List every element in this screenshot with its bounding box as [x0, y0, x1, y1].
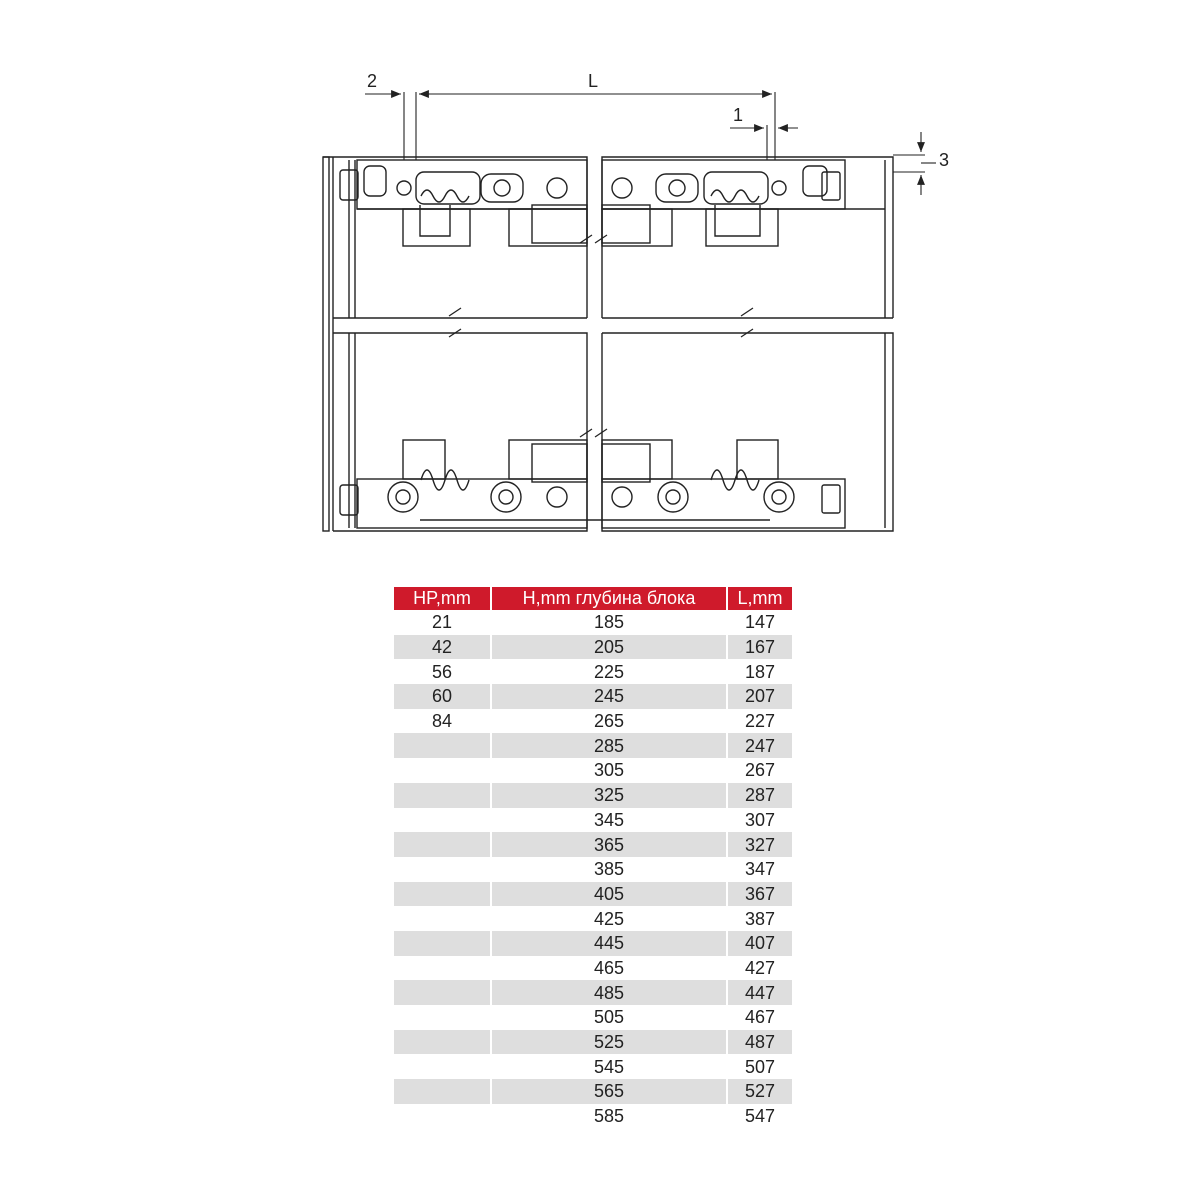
cell-h-depth: 405: [491, 882, 727, 907]
cell-hp: 84: [394, 709, 491, 734]
table-row: [394, 808, 792, 833]
table-row: [394, 931, 792, 956]
cell-h-depth: 445: [491, 931, 727, 956]
cell-hp: 42: [394, 635, 491, 660]
top-rail: [340, 160, 845, 246]
break-marks: [449, 235, 753, 437]
cell-h-depth: 465: [491, 956, 727, 981]
cell-h-depth: 545: [491, 1054, 727, 1079]
table-row: [394, 1005, 792, 1030]
cell-h-depth: 285: [491, 733, 727, 758]
header-l: L,mm: [727, 587, 792, 610]
table-row: [394, 1079, 792, 1104]
cell-h-depth: 565: [491, 1079, 727, 1104]
cell-l: 147: [727, 610, 792, 635]
cell-hp: [394, 832, 491, 857]
cell-h-depth: 525: [491, 1030, 727, 1055]
cell-l: 547: [727, 1104, 792, 1129]
table-row: [394, 882, 792, 907]
technical-drawing: [0, 0, 1200, 560]
cell-hp: [394, 758, 491, 783]
cell-l: 247: [727, 733, 792, 758]
cell-h-depth: 585: [491, 1104, 727, 1129]
cell-h-depth: 305: [491, 758, 727, 783]
cell-l: 167: [727, 635, 792, 660]
cell-h-depth: 505: [491, 1005, 727, 1030]
cell-hp: [394, 956, 491, 981]
cell-h-depth: 225: [491, 659, 727, 684]
header-h-depth: H,mm глубина блока: [491, 587, 727, 610]
cell-hp: 56: [394, 659, 491, 684]
table-row: [394, 857, 792, 882]
cell-h-depth: 425: [491, 906, 727, 931]
cell-h-depth: 185: [491, 610, 727, 635]
cell-hp: [394, 783, 491, 808]
table-row: [394, 684, 792, 709]
cell-hp: [394, 1079, 491, 1104]
cell-hp: [394, 1104, 491, 1129]
table-row: [394, 1104, 792, 1129]
cell-hp: [394, 1054, 491, 1079]
cell-l: 487: [727, 1030, 792, 1055]
table-body: [394, 610, 792, 1128]
cell-l: 407: [727, 931, 792, 956]
table-row: [394, 1054, 792, 1079]
cell-hp: [394, 980, 491, 1005]
cell-l: 447: [727, 980, 792, 1005]
cell-hp: 60: [394, 684, 491, 709]
case-outline: [323, 157, 893, 531]
cell-l: 327: [727, 832, 792, 857]
dim-label-3: 3: [939, 150, 950, 170]
bottom-rail: [340, 440, 845, 528]
cell-l: 367: [727, 882, 792, 907]
cell-l: 467: [727, 1005, 792, 1030]
spec-table: [394, 587, 792, 1128]
cell-hp: [394, 931, 491, 956]
cell-l: 527: [727, 1079, 792, 1104]
header-hp: HP,mm: [394, 587, 491, 610]
cell-l: 287: [727, 783, 792, 808]
table-row: [394, 906, 792, 931]
cell-l: 507: [727, 1054, 792, 1079]
table-row: [394, 956, 792, 981]
cell-h-depth: 205: [491, 635, 727, 660]
cell-l: 227: [727, 709, 792, 734]
cell-l: 427: [727, 956, 792, 981]
table-row: [394, 980, 792, 1005]
cell-l: 387: [727, 906, 792, 931]
table-header-row: [394, 587, 792, 610]
front-panel: [323, 157, 355, 531]
table-row: [394, 758, 792, 783]
cell-hp: [394, 1005, 491, 1030]
cell-h-depth: 385: [491, 857, 727, 882]
table-row: [394, 610, 792, 635]
cell-hp: [394, 733, 491, 758]
dim-label-2: 2: [367, 71, 378, 91]
cell-hp: [394, 1030, 491, 1055]
cell-h-depth: 265: [491, 709, 727, 734]
dim-label-1: 1: [733, 105, 744, 125]
table-row: [394, 1030, 792, 1055]
cell-h-depth: 365: [491, 832, 727, 857]
cell-hp: [394, 882, 491, 907]
cell-l: 187: [727, 659, 792, 684]
dim-label-L: L: [588, 71, 599, 91]
cell-l: 207: [727, 684, 792, 709]
cell-h-depth: 325: [491, 783, 727, 808]
table-row: [394, 832, 792, 857]
cell-h-depth: 245: [491, 684, 727, 709]
cell-l: 267: [727, 758, 792, 783]
cell-l: 307: [727, 808, 792, 833]
table-row: [394, 659, 792, 684]
dimension-lines: [365, 92, 936, 195]
cell-hp: [394, 808, 491, 833]
cell-h-depth: 345: [491, 808, 727, 833]
table-row: [394, 709, 792, 734]
cell-l: 347: [727, 857, 792, 882]
table-row: [394, 635, 792, 660]
table-row: [394, 783, 792, 808]
cell-h-depth: 485: [491, 980, 727, 1005]
cell-hp: [394, 906, 491, 931]
table-row: [394, 733, 792, 758]
cell-hp: [394, 857, 491, 882]
cell-hp: 21: [394, 610, 491, 635]
